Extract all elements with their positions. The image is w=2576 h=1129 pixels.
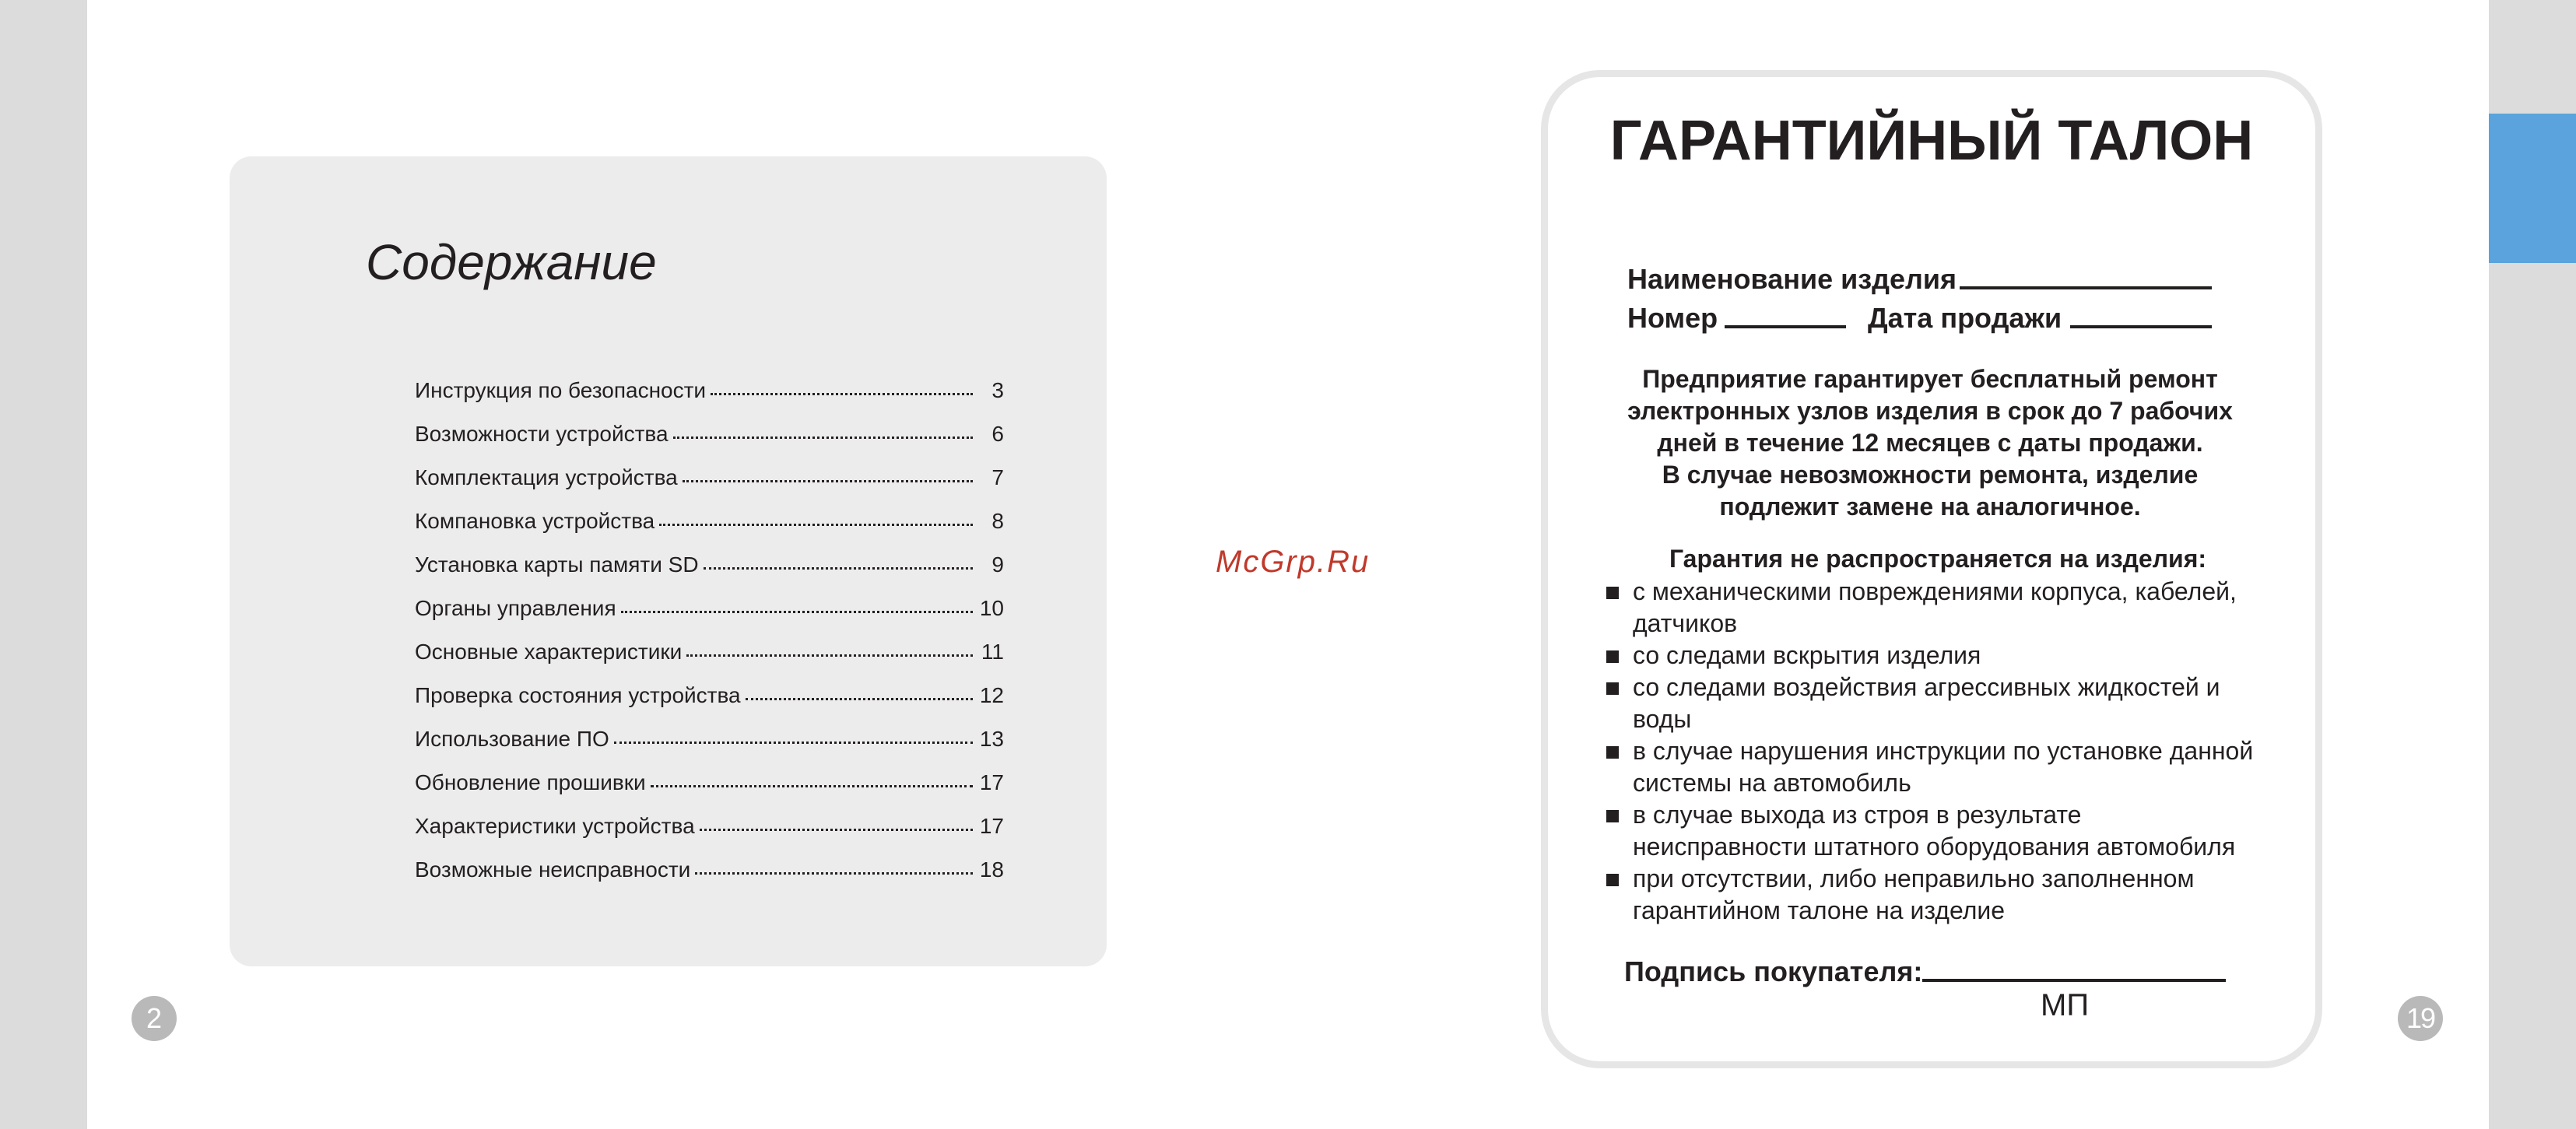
exclusion-text: в случае выхода из строя в результате неисправности штатного оборудования автомобиля (1633, 801, 2236, 861)
toc-item-label: Использование ПО (415, 727, 609, 751)
toc-leader-dots (686, 654, 973, 657)
toc-leader-dots (700, 829, 973, 831)
toc-item-page: 17 (979, 770, 1004, 794)
toc-leader-dots (673, 437, 973, 439)
toc-leader-dots (651, 785, 973, 787)
toc-item-page: 7 (991, 465, 1004, 489)
left-page-edge (0, 0, 87, 1129)
toc-item-page: 10 (979, 596, 1004, 620)
toc-item-label: Возможности устройства (415, 422, 669, 446)
toc-item[interactable] (415, 403, 1004, 447)
toc-item-page: 12 (979, 683, 1004, 707)
toc-item-label: Характеристики устройства (415, 814, 695, 838)
warranty-title: ГАРАНТИЙНЫЙ ТАЛОН (1609, 110, 2254, 172)
toc-item[interactable] (415, 621, 1004, 664)
toc-item[interactable] (415, 664, 1004, 708)
toc-item-page: 6 (991, 422, 1004, 446)
guarantee-line: Предприятие гарантирует бесплатный ремонт (1642, 365, 2218, 393)
exclusion-text: при отсутствии, либо неправильно заполненном гарантийном талоне на изделие (1633, 864, 2195, 924)
square-bullet-icon (1606, 587, 1619, 599)
number-field[interactable] (1725, 325, 1846, 328)
watermark: McGrp.Ru (1216, 545, 1370, 579)
page-number-left: 2 (132, 996, 177, 1041)
toc-leader-dots (746, 698, 973, 700)
guarantee-line: электронных узлов изделия в срок до 7 рабочих (1627, 397, 2233, 425)
product-name-label: Наименование изделия (1627, 263, 1957, 295)
square-bullet-icon (1606, 810, 1619, 822)
toc-item-label: Комплектация устройства (415, 465, 678, 489)
guarantee-line: В случае невозможности ремонта, изделие (1662, 461, 2199, 489)
exclusion-text: с механическими повреждениями корпуса, кабелей, датчиков (1633, 577, 2237, 637)
toc-title: Содержание (366, 234, 657, 290)
product-name-field[interactable] (1960, 286, 2212, 289)
toc-item-page: 13 (979, 727, 1004, 751)
square-bullet-icon (1606, 874, 1619, 886)
toc-item[interactable] (415, 577, 1004, 621)
toc-item-label: Обновление прошивки (415, 770, 646, 794)
exclusion-item (1606, 863, 2260, 927)
exclusion-item (1606, 799, 2260, 863)
toc-item[interactable] (415, 708, 1004, 752)
exclusion-item (1606, 576, 2260, 640)
toc-leader-dots (614, 742, 973, 744)
toc-item-label: Органы управления (415, 596, 616, 620)
toc-item-label: Основные характеристики (415, 640, 683, 664)
toc-item[interactable] (415, 795, 1004, 839)
toc-item-label: Установка карты памяти SD (415, 552, 699, 577)
exclusions-heading: Гарантия не распространяется на изделия: (1669, 545, 2207, 573)
toc-leader-dots (704, 567, 973, 570)
toc-leader-dots (683, 480, 973, 482)
toc-list (415, 359, 1004, 882)
exclusion-item (1606, 735, 2260, 799)
exclusion-text: со следами вскрытия изделия (1633, 641, 1981, 669)
stamp-label: МП (2041, 988, 2090, 1022)
toc-item-page: 8 (991, 509, 1004, 533)
toc-item[interactable] (415, 752, 1004, 795)
guarantee-line: подлежит замене на аналогичное. (1719, 493, 2141, 521)
exclusion-item (1606, 671, 2260, 735)
toc-item-label: Компановка устройства (415, 509, 655, 533)
toc-leader-dots (711, 393, 973, 395)
guarantee-text (1588, 363, 2272, 523)
exclusion-item (1606, 640, 2260, 671)
exclusion-text: со следами воздействия агрессивных жидкостей и воды (1633, 673, 2220, 733)
toc-item-page: 9 (991, 552, 1004, 577)
section-tab-marker (2489, 114, 2576, 263)
toc-item-label: Проверка состояния устройства (415, 683, 741, 707)
exclusion-text: в случае нарушения инструкции по установке данной системы на автомобиль (1633, 737, 2254, 797)
toc-item-page: 18 (979, 857, 1004, 882)
square-bullet-icon (1606, 650, 1619, 663)
toc-item-page: 11 (981, 640, 1004, 664)
toc-item-label: Возможные неисправности (415, 857, 691, 882)
sale-date-field[interactable] (2070, 325, 2212, 328)
toc-item[interactable] (415, 839, 1004, 882)
toc-item-page: 3 (991, 378, 1004, 402)
toc-leader-dots (621, 611, 973, 613)
guarantee-line: дней в течение 12 месяцев с даты продажи. (1657, 429, 2203, 457)
toc-item[interactable] (415, 359, 1004, 403)
signature-label: Подпись покупателя: (1624, 955, 1923, 987)
toc-leader-dots (695, 872, 973, 875)
toc-item-page: 17 (979, 814, 1004, 838)
toc-leader-dots (659, 524, 973, 526)
page-number-right: 19 (2398, 996, 2443, 1041)
number-label: Номер (1627, 302, 1718, 334)
square-bullet-icon (1606, 682, 1619, 695)
toc-item[interactable] (415, 447, 1004, 490)
toc-item[interactable] (415, 490, 1004, 534)
exclusions-list (1606, 576, 2260, 927)
toc-item-label: Инструкция по безопасности (415, 378, 707, 402)
signature-field[interactable] (1922, 979, 2226, 982)
sale-date-label: Дата продажи (1868, 302, 2062, 334)
square-bullet-icon (1606, 746, 1619, 759)
toc-item[interactable] (415, 534, 1004, 577)
